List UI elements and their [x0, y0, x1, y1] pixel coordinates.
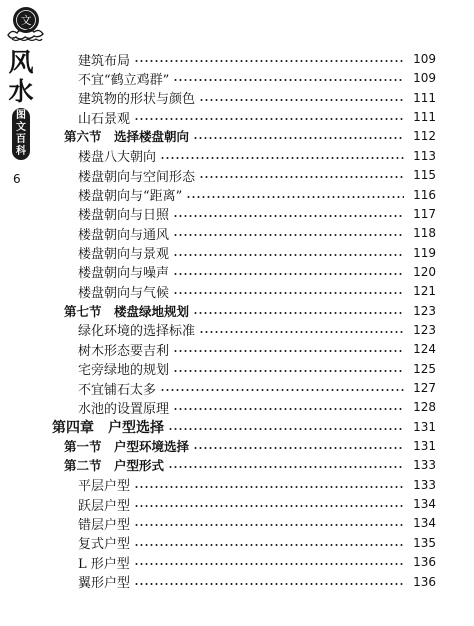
toc-entry-row[interactable] [0, 205, 474, 223]
toc-page-number: 131 [413, 439, 436, 453]
toc-page-number: 116 [413, 187, 436, 202]
toc-entry-title: 山石景观 [78, 111, 131, 127]
toc-page-number: 131 [413, 419, 436, 434]
page-number: 6 [13, 172, 21, 186]
brand-sub-char: 百 [16, 134, 26, 145]
toc-entry-row[interactable] [0, 573, 474, 591]
toc-entry-row[interactable] [0, 398, 474, 416]
toc-entry-title: 第六节 选择楼盘朝向 [64, 129, 190, 145]
dot-leader [186, 196, 404, 198]
toc-section-row[interactable] [0, 127, 474, 145]
dot-leader [134, 563, 404, 565]
toc-entry-title: 第四章 户型选择 [52, 419, 164, 436]
toc-page-number: 134 [413, 497, 436, 512]
dot-leader [173, 215, 404, 217]
dot-leader [134, 583, 404, 585]
brand-title-char: 风 [8, 48, 34, 77]
dot-leader [134, 524, 404, 526]
toc-page-number: 124 [413, 342, 436, 357]
toc-entry-title: 第七节 楼盘绿地规划 [64, 303, 190, 319]
toc-page-number: 127 [413, 381, 436, 395]
dot-leader [134, 486, 404, 488]
toc-page-number: 134 [413, 516, 436, 531]
toc-page-number: 125 [413, 361, 436, 376]
toc-page-number: 133 [413, 477, 436, 492]
toc-page-number: 115 [413, 168, 436, 183]
toc-page-number: 112 [413, 129, 436, 144]
toc-page-number: 123 [413, 303, 436, 318]
toc-page-number: 109 [413, 52, 436, 66]
dot-leader [199, 176, 404, 178]
toc-entry-row[interactable] [0, 89, 474, 107]
brand-sub-char: 科 [16, 146, 26, 157]
toc-entry-title: 楼盘朝向与空间形态 [78, 169, 196, 185]
toc-page-number: 136 [413, 574, 436, 589]
dot-leader [168, 428, 404, 430]
dot-leader [134, 505, 404, 507]
toc-entry-title: 楼盘朝向与日照 [78, 208, 170, 224]
toc-page-number: 120 [413, 264, 436, 279]
toc-entry-row[interactable] [0, 476, 474, 494]
dot-leader [168, 466, 404, 468]
toc-entry-row[interactable] [0, 495, 474, 513]
toc-entry-title: 楼盘朝向与气候 [78, 285, 170, 301]
toc-entry-title: 第二节 户型形式 [64, 458, 165, 474]
dot-leader [199, 99, 404, 101]
toc-entry-row[interactable] [0, 244, 474, 262]
dot-leader [199, 331, 404, 333]
dot-leader [193, 312, 404, 314]
toc-entry-row[interactable] [0, 379, 474, 397]
dot-leader [173, 254, 404, 256]
toc-entry-row[interactable] [0, 263, 474, 281]
toc-page-number: 113 [413, 148, 436, 163]
dot-leader [173, 408, 404, 410]
dot-leader [134, 60, 404, 62]
toc-entry-title: 跃层户型 [78, 498, 131, 514]
toc-entry-row[interactable] [0, 108, 474, 126]
toc-entry-title: 平层户型 [78, 479, 131, 495]
toc-page-number: 135 [413, 535, 436, 550]
dot-leader [173, 273, 404, 275]
brand-sub-char: 文 [16, 122, 26, 133]
toc-entry-title: 宅旁绿地的规划 [78, 363, 170, 379]
toc-entry-title: 翼形户型 [78, 576, 131, 591]
toc-entry-title: 楼盘朝向与噪声 [78, 266, 170, 282]
brand-sub-char: 图 [16, 110, 26, 121]
toc-entry-title: 楼盘朝向与景观 [78, 247, 170, 262]
toc-entry-title: 树木形态要吉利 [78, 343, 170, 359]
toc-entry-title: L 形户型 [78, 556, 130, 572]
toc-page-number: 136 [413, 555, 436, 570]
dot-leader [173, 234, 404, 236]
toc-page-number: 109 [413, 71, 436, 86]
toc-entry-title: 第一节 户型环境选择 [64, 439, 190, 454]
dot-leader [173, 79, 404, 81]
toc-entry-row[interactable] [0, 514, 474, 532]
toc-entry-title: 绿化环境的选择标准 [78, 324, 196, 340]
toc-entry-row[interactable] [0, 186, 474, 204]
toc-page-number: 119 [413, 245, 436, 260]
dot-leader [173, 370, 404, 372]
toc-entry-row[interactable] [0, 147, 474, 165]
toc-entry-row[interactable] [0, 69, 474, 87]
toc-page-number: 117 [413, 206, 436, 221]
toc-section-row[interactable] [0, 456, 474, 474]
toc-entry-row[interactable] [0, 553, 474, 571]
dot-leader [160, 389, 404, 391]
toc-chapter-row[interactable] [0, 418, 474, 436]
dot-leader [193, 447, 404, 449]
toc-page-number: 133 [413, 458, 436, 473]
toc-entry-row[interactable] [0, 282, 474, 300]
toc-entry-title: 不宜铺石太多 [78, 382, 157, 398]
toc-page-number: 123 [413, 322, 436, 337]
toc-entry-title: 复式户型 [78, 537, 131, 553]
toc-page-number: 128 [413, 400, 436, 415]
toc-page-number: 121 [413, 284, 436, 299]
toc-entry-title: 楼盘朝向与通风 [78, 227, 170, 243]
toc-entry-title: 错层户型 [78, 517, 131, 533]
toc-entry-row[interactable] [0, 340, 474, 358]
toc-entry-title: 建筑布局 [78, 53, 131, 69]
toc-entry-title: 水池的设置原理 [78, 401, 170, 417]
toc-entry-title: 不宜“鹤立鸡群” [78, 72, 170, 88]
toc-page-number: 111 [413, 90, 436, 105]
dot-leader [160, 157, 404, 159]
dot-leader [134, 118, 404, 120]
toc-entry-title: 建筑物的形状与颜色 [78, 92, 196, 108]
toc-page-number: 118 [413, 226, 436, 241]
toc-section-row[interactable] [0, 302, 474, 320]
toc-entry-row[interactable] [0, 224, 474, 242]
logo-glyph: 文 [20, 14, 32, 27]
toc-section-row[interactable] [0, 437, 474, 455]
toc-entry-row[interactable] [0, 360, 474, 378]
toc-entry-title: 楼盘朝向与“距离” [78, 189, 183, 204]
dot-leader [173, 292, 404, 294]
brand-title-char: 水 [8, 77, 34, 106]
toc-page-number: 111 [413, 110, 436, 125]
toc-entry-title: 楼盘八大朝向 [78, 150, 157, 166]
toc-entry-row[interactable] [0, 50, 474, 68]
dot-leader [134, 544, 404, 546]
dot-leader [193, 137, 404, 139]
dot-leader [173, 350, 404, 352]
toc-entry-row[interactable] [0, 534, 474, 552]
toc-entry-row[interactable] [0, 321, 474, 339]
toc-entry-row[interactable] [0, 166, 474, 184]
